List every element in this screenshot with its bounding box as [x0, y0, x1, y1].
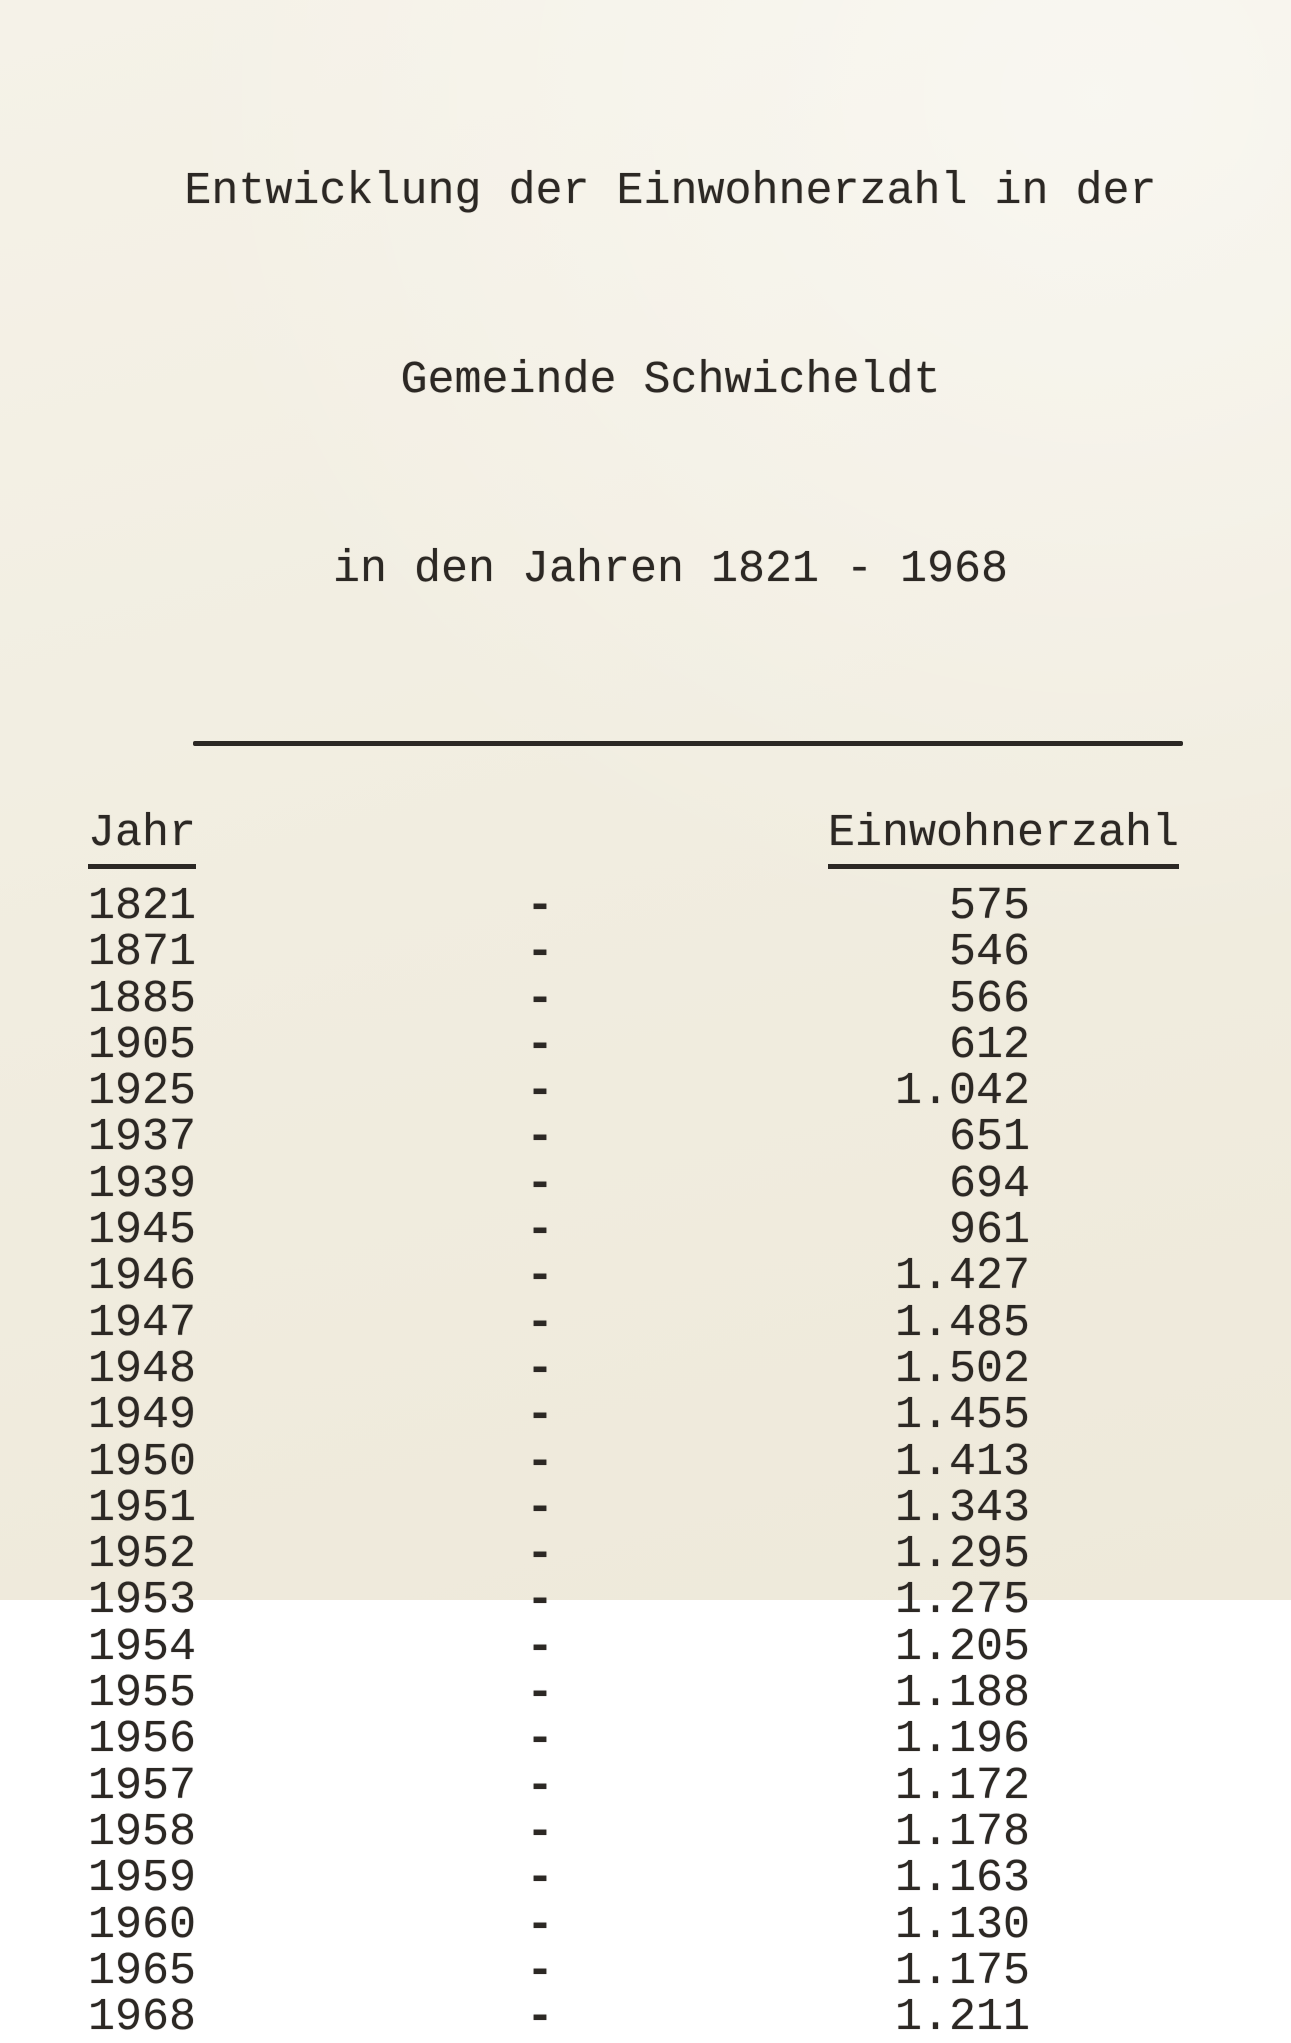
table-row	[88, 1251, 1291, 1303]
year-cell: 1957	[88, 1760, 197, 1812]
separator-dash: -	[526, 1575, 554, 1627]
table-row	[88, 1482, 1291, 1534]
table-row	[88, 1668, 1291, 1720]
separator-dash: -	[526, 1760, 554, 1812]
table-row	[88, 1621, 1291, 1673]
population-cell: 612	[948, 1019, 1030, 1071]
year-cell: 1905	[88, 1019, 197, 1071]
separator-dash: -	[526, 1482, 554, 1534]
year-cell: 1968	[88, 1992, 197, 2043]
year-cell: 1959	[88, 1853, 197, 1905]
table-row	[88, 1205, 1291, 1257]
year-cell: 1821	[88, 881, 197, 932]
year-cell: 1951	[88, 1482, 197, 1534]
year-cell: 1955	[88, 1668, 197, 1720]
column-header-jahr: Jahr	[88, 808, 196, 869]
population-cell: 546	[948, 927, 1030, 979]
separator-dash: -	[526, 1899, 554, 1951]
population-cell: 1.175	[894, 1945, 1030, 1997]
population-cell: 1.188	[894, 1668, 1030, 1720]
population-cell: 1.172	[894, 1760, 1030, 1812]
population-cell: 1.211	[894, 1992, 1030, 2043]
table-row	[88, 927, 1291, 979]
year-cell: 1953	[88, 1575, 197, 1627]
separator-dash: -	[526, 881, 554, 932]
table-row	[88, 1575, 1291, 1627]
separator-dash: -	[526, 1529, 554, 1581]
population-cell: 575	[948, 881, 1030, 932]
population-cell: 694	[948, 1158, 1030, 1210]
table-row	[88, 1390, 1291, 1442]
year-cell: 1956	[88, 1714, 197, 1766]
year-cell: 1946	[88, 1251, 197, 1303]
table-row	[88, 1853, 1291, 1905]
population-cell: 1.343	[894, 1482, 1030, 1534]
population-cell: 1.485	[894, 1297, 1030, 1349]
table-row	[88, 881, 1291, 932]
year-cell: 1965	[88, 1945, 197, 1997]
title-divider-rule	[193, 741, 1183, 746]
separator-dash: -	[526, 1251, 554, 1303]
table-row	[88, 1806, 1291, 1858]
population-cell: 566	[948, 973, 1030, 1025]
population-cell: 961	[948, 1205, 1030, 1257]
table-row	[88, 1066, 1291, 1118]
population-cell: 1.178	[894, 1806, 1030, 1858]
population-cell: 1.275	[894, 1575, 1030, 1627]
table-row	[88, 1436, 1291, 1488]
separator-dash: -	[526, 1621, 554, 1673]
year-cell: 1952	[88, 1529, 197, 1581]
year-cell: 1948	[88, 1343, 197, 1395]
population-cell: 1.455	[894, 1390, 1030, 1442]
table-row	[88, 1945, 1291, 1997]
population-cell: 1.502	[894, 1343, 1030, 1395]
table-row	[88, 1899, 1291, 1951]
table-row	[88, 1529, 1291, 1581]
table-rows	[88, 881, 1291, 2043]
population-cell: 1.413	[894, 1436, 1030, 1488]
separator-dash: -	[526, 1112, 554, 1164]
year-cell: 1954	[88, 1621, 197, 1673]
year-cell: 1885	[88, 973, 197, 1025]
separator-dash: -	[526, 1992, 554, 2043]
year-cell: 1958	[88, 1806, 197, 1858]
separator-dash: -	[526, 973, 554, 1025]
population-cell: 1.295	[894, 1529, 1030, 1581]
year-cell: 1950	[88, 1436, 197, 1488]
population-cell: 1.163	[894, 1853, 1030, 1905]
population-cell: 1.042	[894, 1066, 1030, 1118]
year-cell: 1939	[88, 1158, 197, 1210]
year-cell: 1925	[88, 1066, 197, 1118]
separator-dash: -	[526, 927, 554, 979]
separator-dash: -	[526, 1806, 554, 1858]
table-row	[88, 1158, 1291, 1210]
column-header-einwohnerzahl: Einwohnerzahl	[828, 808, 1179, 869]
year-cell: 1960	[88, 1899, 197, 1951]
table-row	[88, 1019, 1291, 1071]
table-row	[88, 1112, 1291, 1164]
separator-dash: -	[526, 1668, 554, 1720]
population-cell: 1.130	[894, 1899, 1030, 1951]
table-row	[88, 1760, 1291, 1812]
title-line-1: Entwicklung der Einwohnerzahl in der	[184, 166, 1157, 217]
population-cell: 1.427	[894, 1251, 1030, 1303]
separator-dash: -	[526, 1205, 554, 1257]
table-row	[88, 1297, 1291, 1349]
separator-dash: -	[526, 1945, 554, 1997]
separator-dash: -	[526, 1066, 554, 1118]
separator-dash: -	[526, 1158, 554, 1210]
year-cell: 1871	[88, 927, 197, 979]
year-cell: 1949	[88, 1390, 197, 1442]
title-line-2: Gemeinde Schwicheldt	[400, 355, 941, 406]
separator-dash: -	[526, 1714, 554, 1766]
separator-dash: -	[526, 1436, 554, 1488]
separator-dash: -	[526, 1297, 554, 1349]
year-cell: 1937	[88, 1112, 197, 1164]
table-header	[0, 808, 1291, 882]
separator-dash: -	[526, 1390, 554, 1442]
table-row	[88, 1343, 1291, 1395]
population-cell: 1.196	[894, 1714, 1030, 1766]
table-row	[88, 1992, 1291, 2043]
year-cell: 1947	[88, 1297, 197, 1349]
document-title	[0, 0, 1291, 727]
table-row	[88, 973, 1291, 1025]
separator-dash: -	[526, 1343, 554, 1395]
year-cell: 1945	[88, 1205, 197, 1257]
separator-dash: -	[526, 1853, 554, 1905]
population-cell: 651	[948, 1112, 1030, 1164]
separator-dash: -	[526, 1019, 554, 1071]
table-row	[88, 1714, 1291, 1766]
population-cell: 1.205	[894, 1621, 1030, 1673]
title-line-3: in den Jahren 1821 - 1968	[332, 544, 1009, 595]
